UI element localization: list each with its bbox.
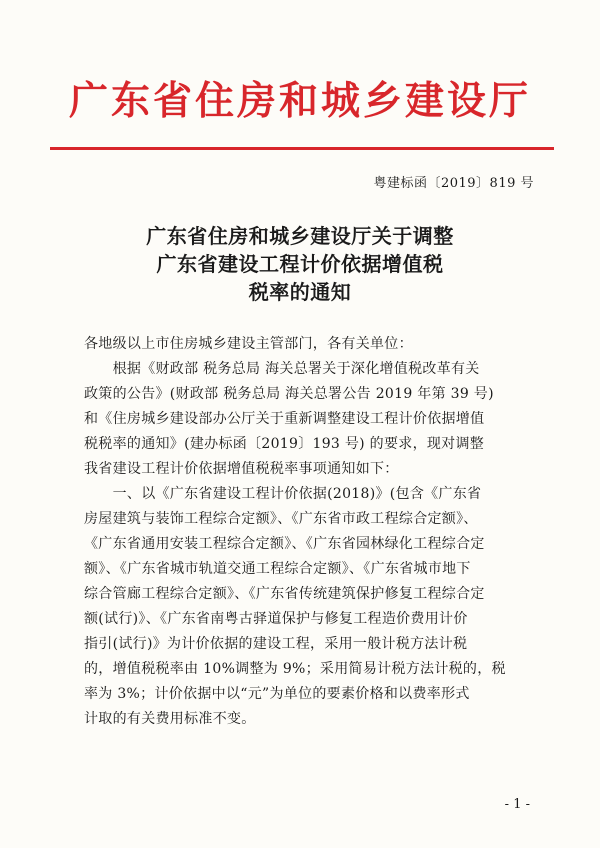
document-body [84, 332, 532, 732]
paragraph-2 [84, 482, 532, 732]
body-line: 《广东省通用安装工程综合定额》、《广东省园林绿化工程综合定 [84, 536, 485, 552]
salutation: 各地级以上市住房城乡建设主管部门，各有关单位： [84, 336, 413, 352]
title-line: 税率的通知 [248, 280, 352, 304]
title-line: 广东省建设工程计价依据增值税 [156, 252, 444, 276]
body-line: 率为 3%；计价依据中以“元”为单位的要素价格和以费率形式 [84, 686, 470, 702]
body-line: 指引(试行)》为计价依据的建设工程，采用一般计税方法计税 [84, 636, 468, 652]
body-line: 额》、《广东省城市轨道交通工程综合定额》、《广东省城市地下 [84, 561, 471, 577]
body-line: 房屋建筑与装饰工程综合定额》、《广东省市政工程综合定额》、 [84, 511, 478, 527]
body-line: 计取的有关费用标准不变。 [84, 711, 256, 727]
title-line: 广东省住房和城乡建设厅关于调整 [146, 224, 454, 248]
body-line: 政策的公告》(财政部 税务总局 海关总署公告 2019 年第 39 号) [84, 386, 494, 402]
body-line: 我省建设工程计价依据增值税税率事项通知如下： [84, 461, 399, 477]
body-line: 的，增值税税率由 10%调整为 9%；采用简易计税方法计税的，税 [84, 661, 506, 677]
paragraph-1 [84, 357, 532, 482]
page-number: - 1 - [504, 797, 530, 812]
body-line: 税税率的通知》(建办标函〔2019〕193 号) 的要求，现对调整 [84, 436, 485, 452]
red-header-rule [50, 147, 554, 150]
document-title [0, 222, 600, 306]
body-line: 一、以《广东省建设工程计价依据(2018)》(包含《广东省 [84, 486, 482, 502]
body-line: 额(试行)》、《广东省南粤古驿道保护与修复工程造价费用计价 [84, 611, 468, 627]
body-line: 综合管廊工程综合定额》、《广东省传统建筑保护修复工程综合定 [84, 586, 485, 602]
document-number: 粤建标函〔2019〕819 号 [373, 176, 534, 191]
body-line: 根据《财政部 税务总局 海关总署关于深化增值税改革有关 [84, 361, 480, 377]
issuing-authority-header: 广东省住房和城乡建设厅 [68, 79, 531, 124]
body-line: 和《住房城乡建设部办公厅关于重新调整建设工程计价依据增值 [84, 411, 485, 427]
